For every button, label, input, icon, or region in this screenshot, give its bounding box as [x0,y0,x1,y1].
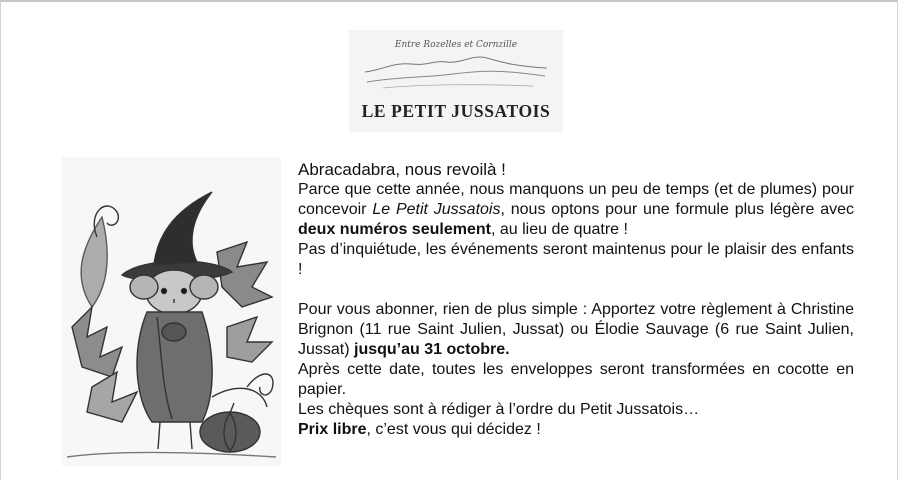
paragraph-subscribe [298,300,854,360]
p1-text-b: , nous optons pour une formule plus légère avec [500,201,855,218]
paragraph-after-date: Après cette date, toutes les enveloppes seront transformées en cocotte en papier. [298,361,854,398]
article-body [298,160,854,440]
paragraph-price [298,420,854,440]
witch-mouse-illustration [62,157,281,466]
newsletter-title: Le Petit Jussatois [372,201,501,218]
price-text: , c’est vous qui décidez ! [366,421,541,438]
paragraph-events: Pas d’inquiétude, les événements seront maintenus pour le plaisir des enfants ! [298,241,854,278]
greeting: Abracadabra, nous revoilà ! [298,160,506,179]
newsletter-logo [349,30,563,132]
paragraph-cheques: Les chèques sont à rédiger à l’ordre du Petit Jussatois… [298,401,700,418]
logo-title: LE PETIT JUSSATOIS [361,101,551,121]
p1-emphasis: deux numéros seulement [298,221,491,238]
logo-tagline: Entre Rozelles et Cornzille [394,40,518,50]
hills-icon [363,52,549,92]
p1-text-a: Parce que cette année, nous manquons un peu de temps (et de plumes) pour concevoir [298,181,854,218]
p3-text: Pour vous abonner, rien de plus simple : Apportez votre règlement à Christine Brignon (11 rue Saint Julien, Jussat) ou Élodie Sauvage (6 rue Saint Julien, Jussat) [298,301,854,358]
spacer [298,280,854,300]
deadline: jusqu’au 31 octobre. [354,341,510,358]
paragraph-format [298,180,854,240]
p1-text-c: , au lieu de quatre ! [490,221,628,238]
witch-mouse-icon [62,157,281,466]
price-label: Prix libre [298,421,367,438]
